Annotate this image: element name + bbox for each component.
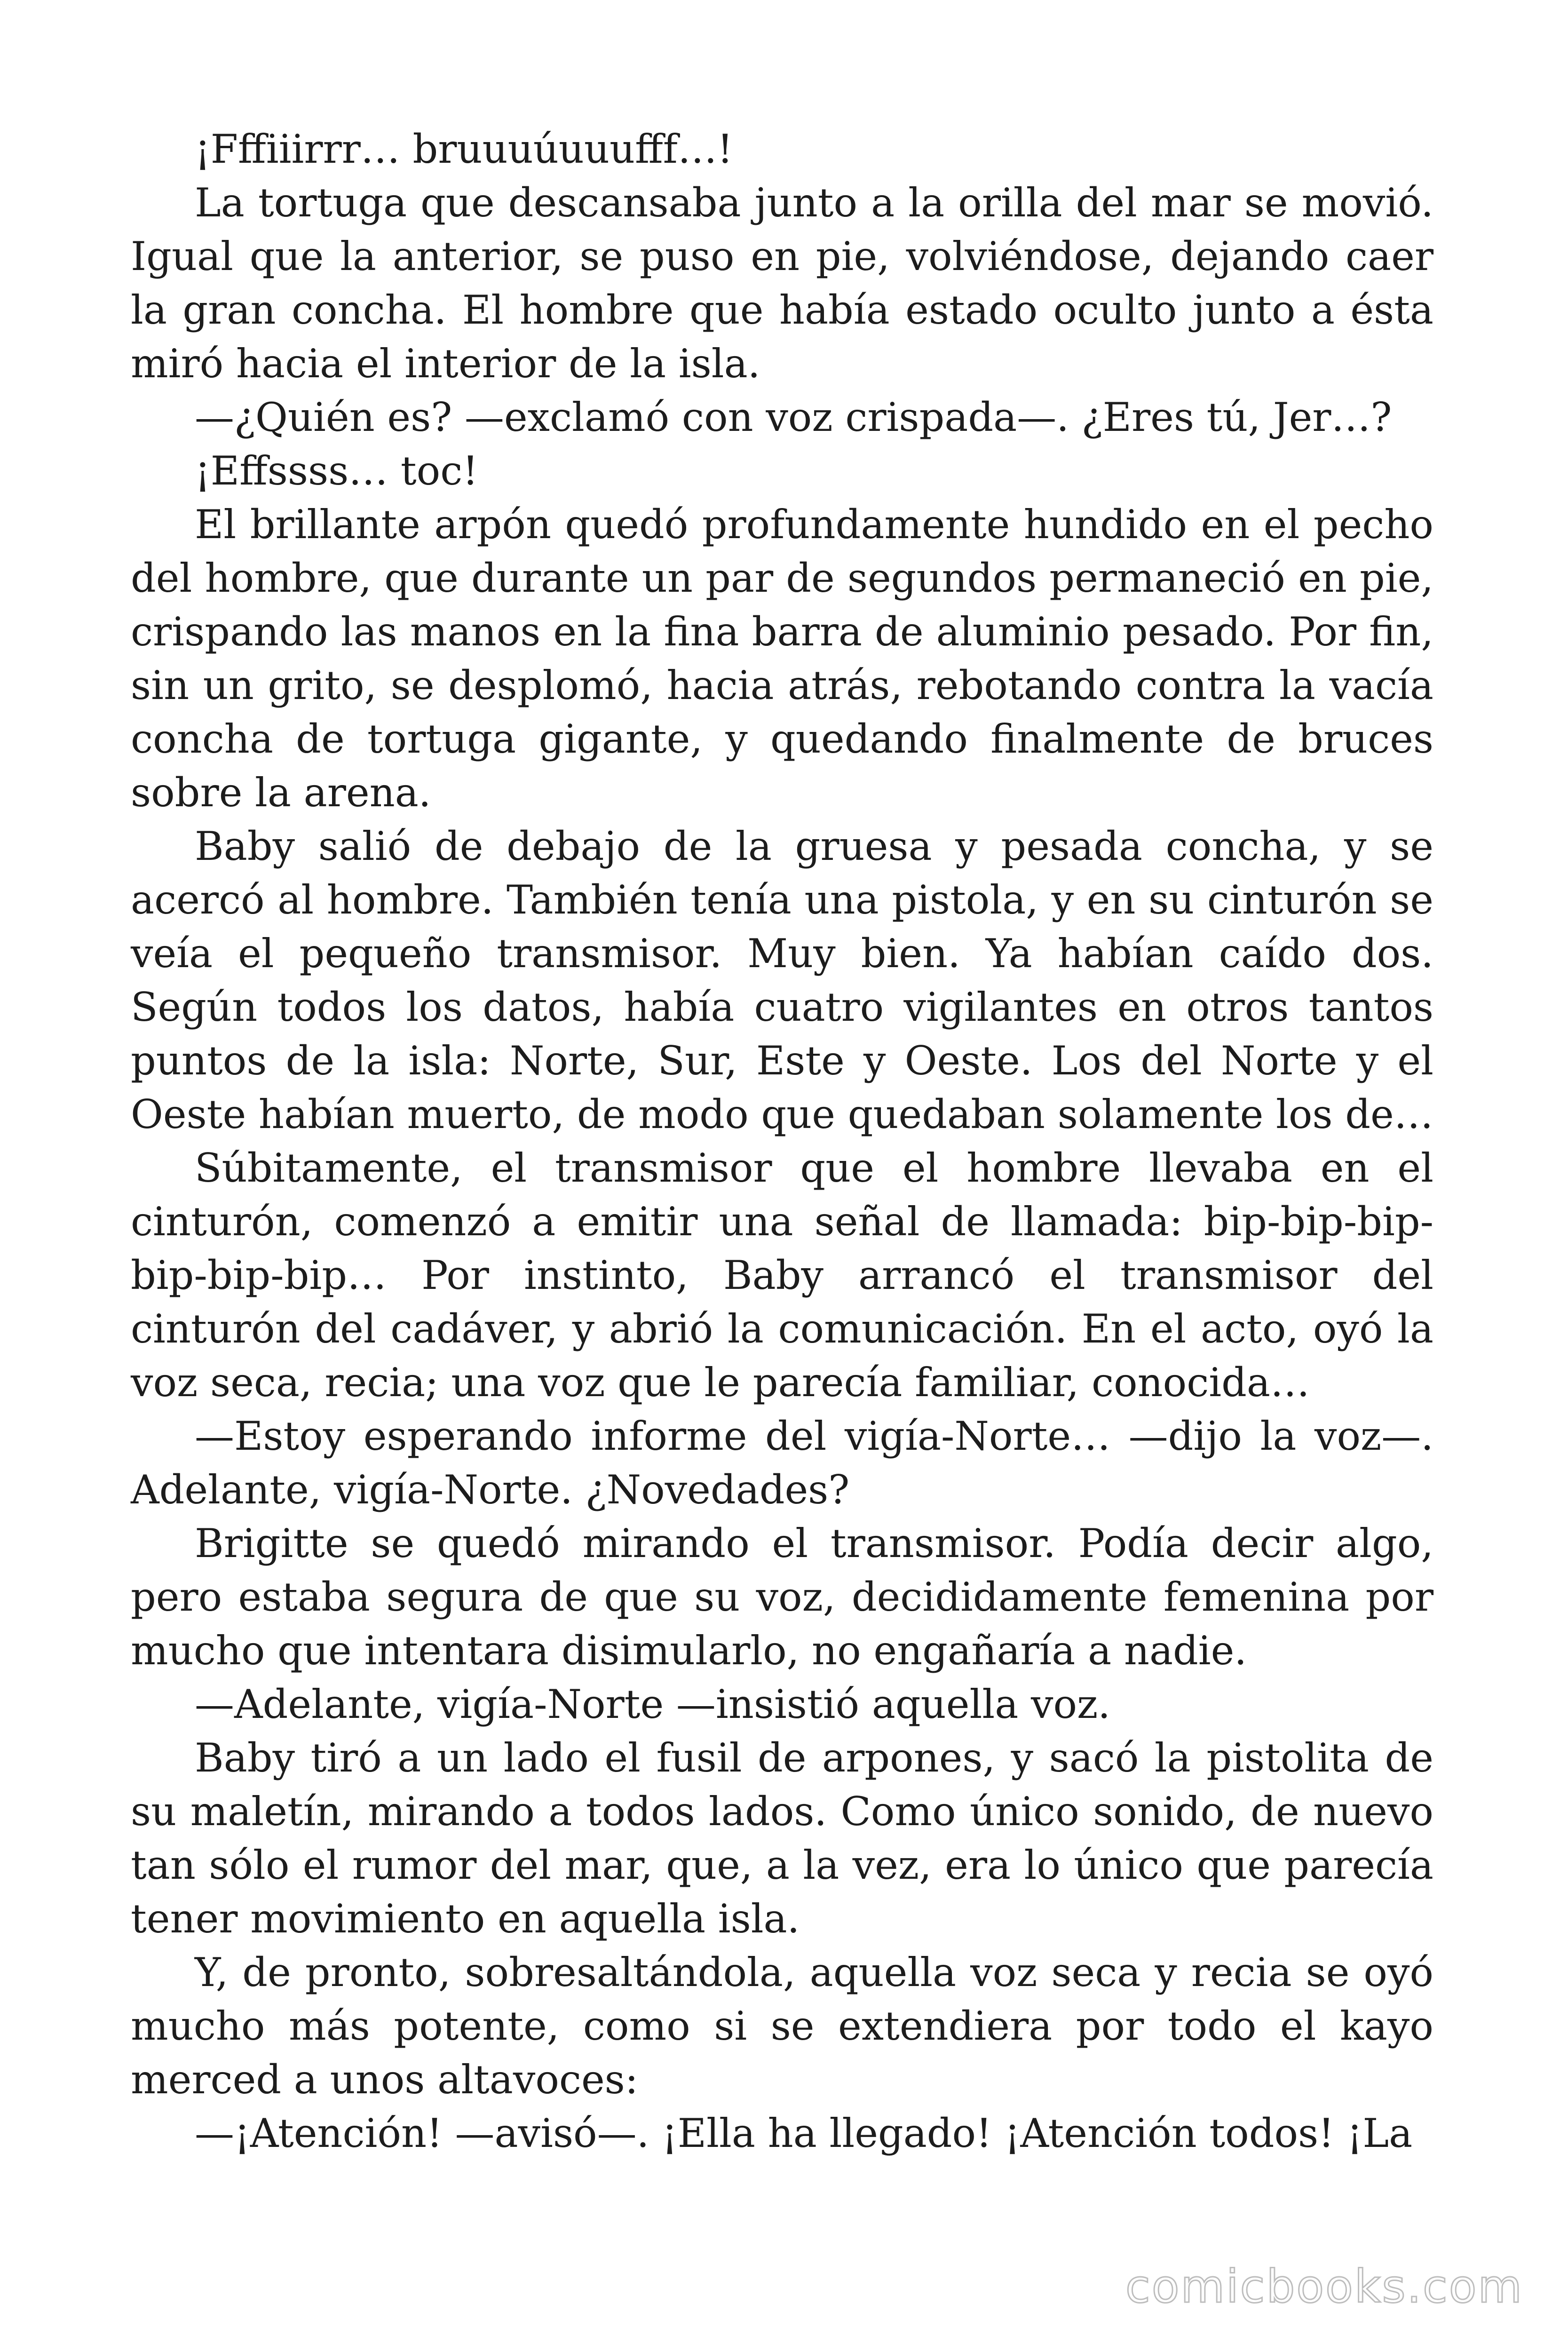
watermark: comicbooks.com [1125, 2260, 1523, 2313]
paragraph: Y, de pronto, sobresaltándola, aquella voz seca y recia se oyó mucho más potente, como si se extendiera por todo el kayo merced a unos altavoces: [131, 1949, 1433, 2103]
paragraph: Baby salió de debajo de la gruesa y pesada concha, y se acercó al hombre. También tenía una pistola, y en su cinturón se veía el pequeño transmisor. Muy bien. Ya habían caído dos. Según todos los datos, había cuatro vigilantes en otros tantos puntos de la isla: Norte, Sur, Este y Oeste. Los del Norte y el Oeste habían muerto, de modo que quedaban solamente los de… [131, 823, 1433, 1137]
paragraph: La tortuga que descansaba junto a la orilla del mar se movió. Igual que la anterior, se puso en pie, volviéndose, dejando caer la gran concha. El hombre que había estado oculto junto a ésta miró hacia el interior de la isla. [131, 180, 1433, 387]
paragraph: El brillante arpón quedó profundamente hundido en el pecho del hombre, que durante un par de segundos permaneció en pie, crispando las manos en la fina barra de aluminio pesado. Por fin, sin un grito, se desplomó, hacia atrás, rebotando contra la vacía concha de tortuga gigante, y quedando finalmente de bruces sobre la arena. [131, 501, 1433, 816]
paragraph: —Adelante, vigía-Norte —insistió aquella voz. [195, 1681, 1110, 1727]
paragraph: ¡Effssss… toc! [195, 448, 479, 494]
page-text [131, 122, 1433, 2160]
paragraph: —Estoy esperando informe del vigía-Norte… —dijo la voz—. Adelante, vigía-Norte. ¿Novedades? [131, 1413, 1433, 1513]
paragraph: —¡Atención! —avisó—. ¡Ella ha llegado! ¡Atención todos! ¡La [195, 2110, 1413, 2156]
paragraph: Súbitamente, el transmisor que el hombre llevaba en el cinturón, comenzó a emitir una señal de llamada: bip-bip-bip-bip-bip-bip… Por instinto, Baby arrancó el transmisor del cinturón del cadáver, y abrió la comunicación. En el acto, oyó la voz seca, recia; una voz que le parecía familiar, conocida… [131, 1145, 1433, 1406]
paragraph: ¡Fffiiirrr… bruuuúuuufff…! [195, 126, 733, 172]
paragraph: —¿Quién es? —exclamó con voz crispada—. ¿Eres tú, Jer…? [195, 394, 1392, 440]
paragraph: Baby tiró a un lado el fusil de arpones, y sacó la pistolita de su maletín, mirando a todos lados. Como único sonido, de nuevo tan sólo el rumor del mar, que, a la vez, era lo único que parecía tener movimiento en aquella isla. [131, 1735, 1433, 1942]
paragraph: Brigitte se quedó mirando el transmisor. Podía decir algo, pero estaba segura de que su voz, decididamente femenina por mucho que intentara disimularlo, no engañaría a nadie. [131, 1520, 1433, 1674]
